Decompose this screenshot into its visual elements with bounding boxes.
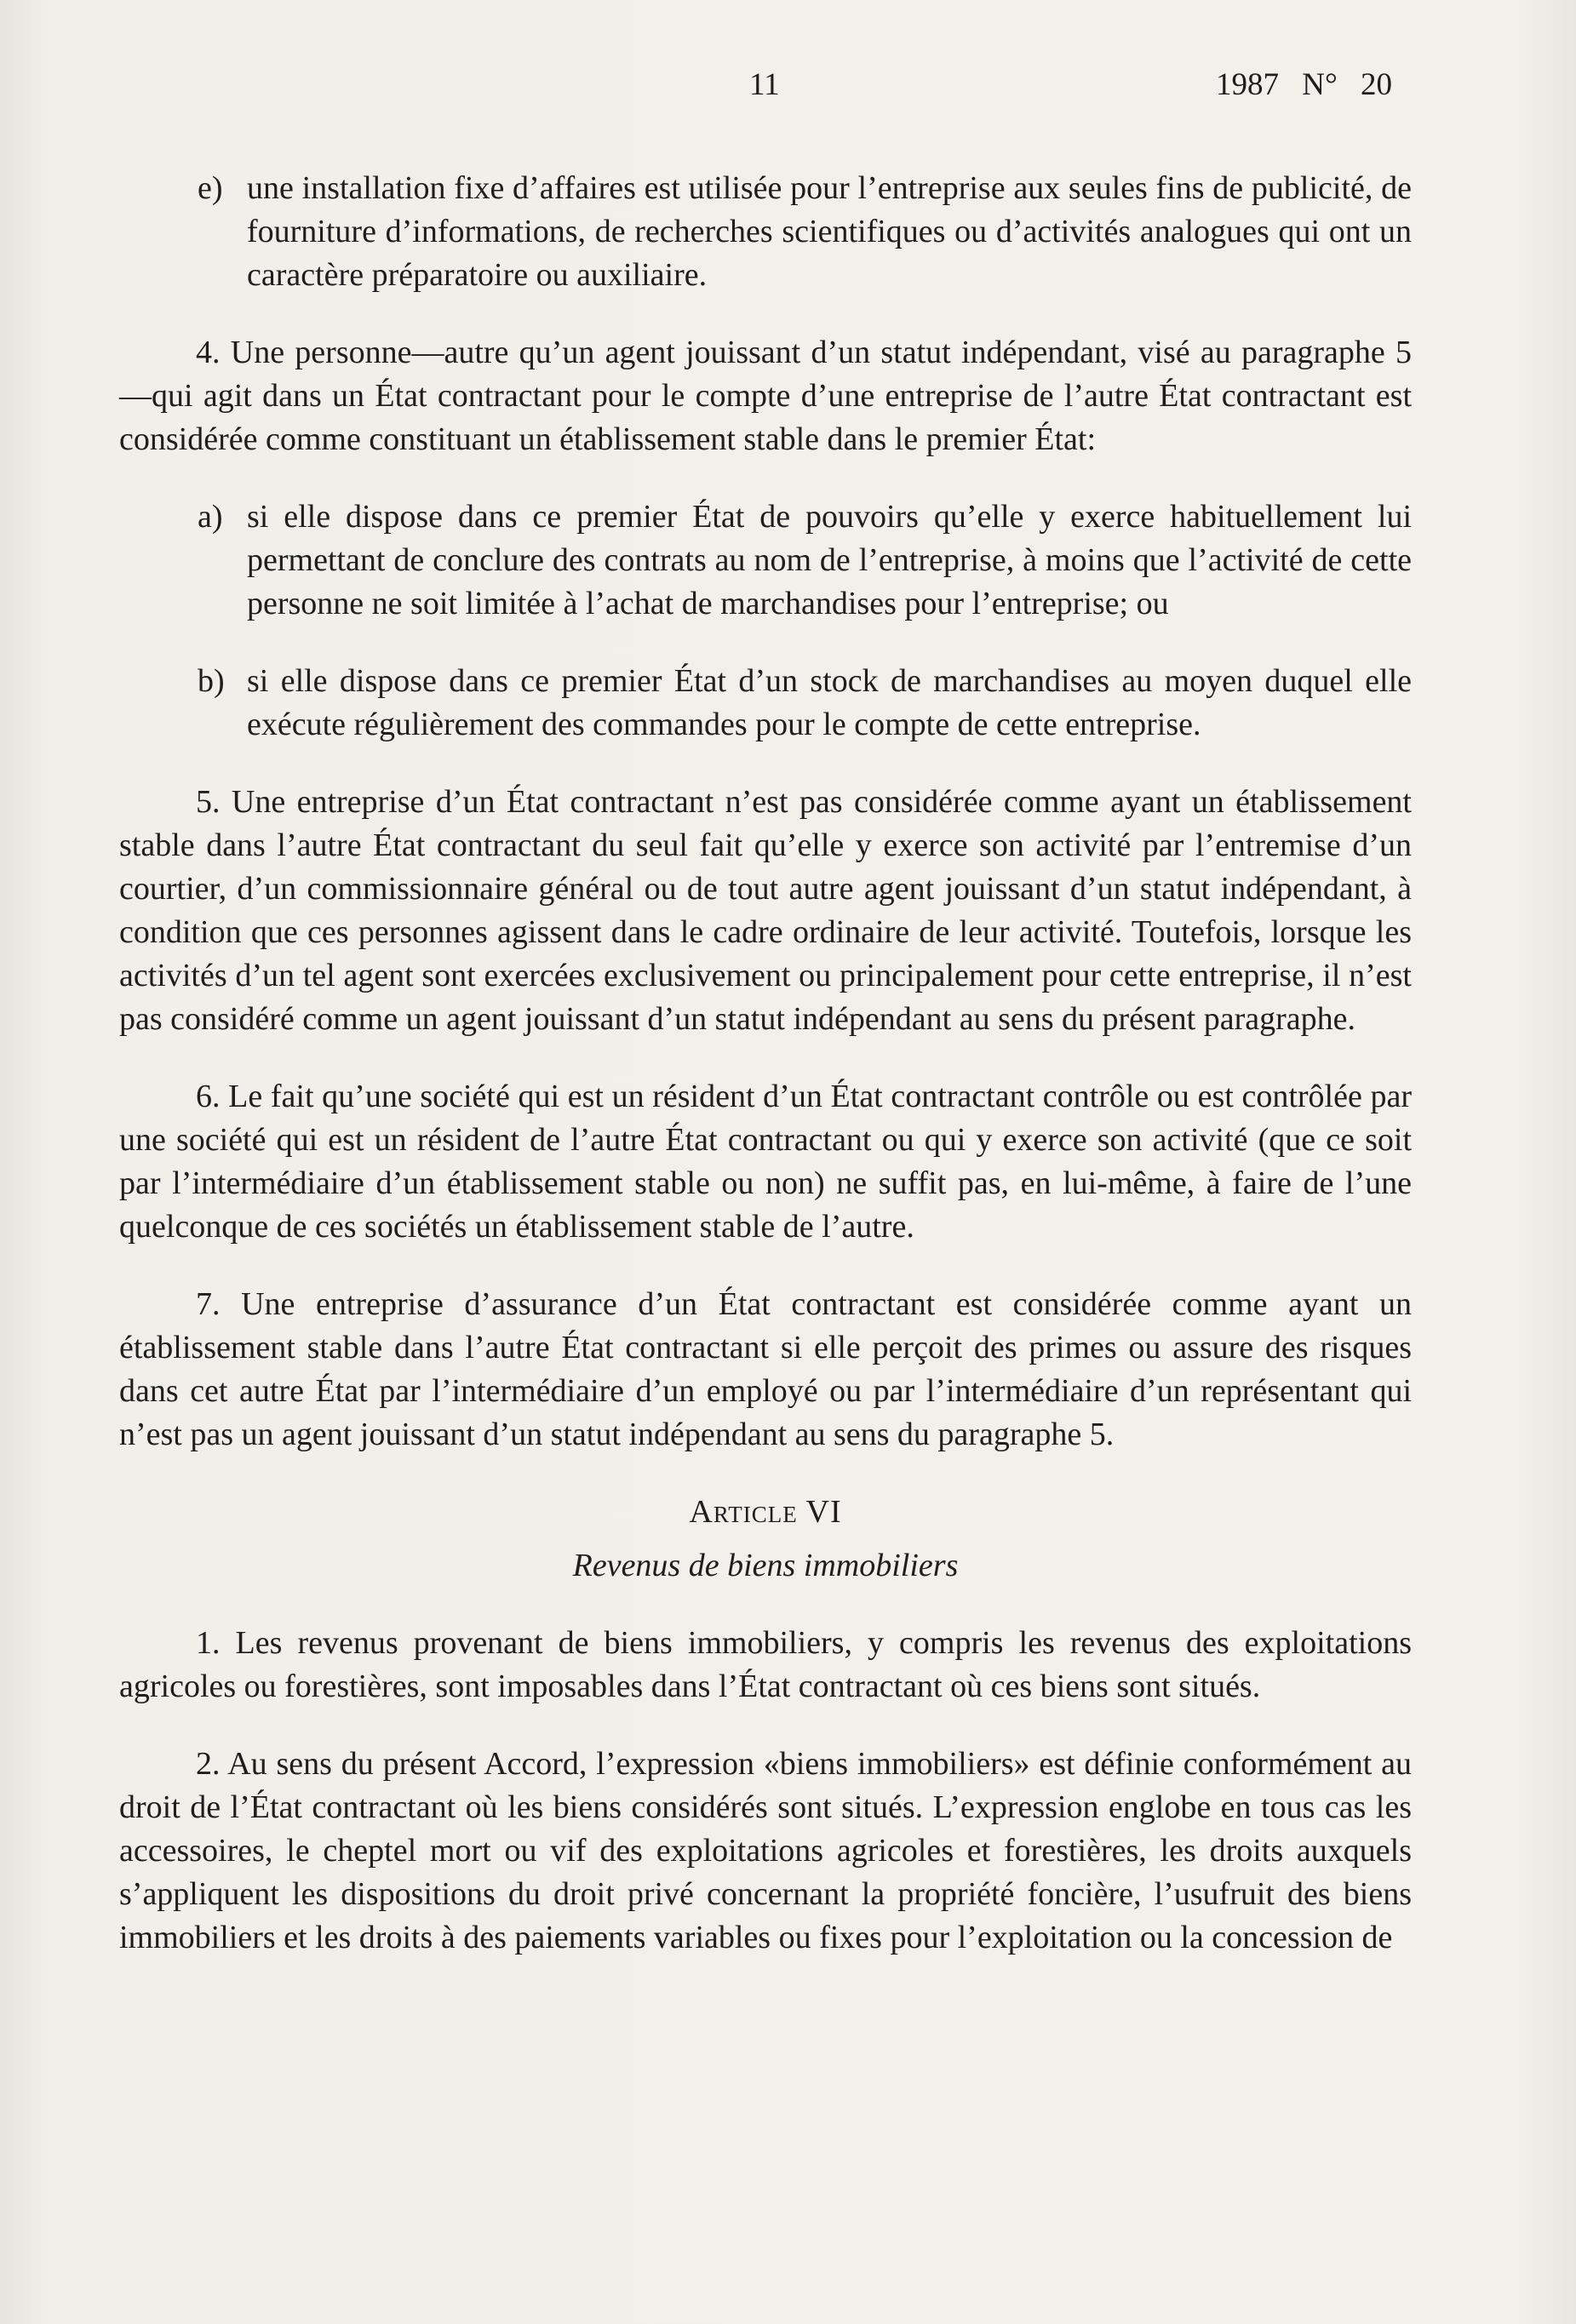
list-item-a (119, 495, 1412, 626)
paragraph-6: 6. Le fait qu’une société qui est un résident d’un État contractant contrôle ou est contrôlée par une société qui est un résident de l’autre État contractant ou qui y exerce son activité (que ce soit par l’intermédiaire d’un établissement stable ou non) ne suffit pas, en lui-même, à faire de l’une quelconque de ces sociétés un établissement stable de l’autre. (119, 1079, 1412, 1245)
article-subtitle: Revenus de biens immobiliers (572, 1548, 959, 1583)
gazette-year-number: 1987 N° 20 (1216, 67, 1393, 102)
item-letter: b) (198, 663, 225, 699)
list-item-b (119, 660, 1412, 747)
item-letter: e) (198, 170, 223, 206)
list-item-e (119, 167, 1412, 297)
paragraph-7: 7. Une entreprise d’assurance d’un État contractant est considérée comme ayant un établissement stable dans l’autre État contractant si elle perçoit des primes ou assure des risques dans cet autre État par l’intermédiaire d’un employé ou par l’intermédiaire d’un représentant qui n’est pas un agent jouissant d’un statut indépendant au sens du paragraphe 5. (119, 1286, 1412, 1452)
item-text: si elle dispose dans ce premier État d’un stock de marchandises au moyen duquel elle exécute régulièrement des commandes pour le compte de cette entreprise. (247, 663, 1412, 742)
paragraph-4: 4. Une personne—autre qu’un agent jouissant d’un statut indépendant, visé au paragraphe 5—qui agit dans un État contractant pour le compte d’une entreprise de l’autre État contractant est considérée comme constituant un établissement stable dans le premier État: (119, 335, 1412, 457)
page-number: 11 (749, 67, 780, 102)
article-6-paragraph-2: 2. Au sens du présent Accord, l’expression «biens immobiliers» est définie conformément au droit de l’État contractant où les biens considérés sont situés. L’expression englobe en tous cas les accessoires, le cheptel mort ou vif des exploitations agricoles et forestières, les droits auxquels s’appliquent les dispositions du droit privé concernant la propriété foncière, l’usufruit des biens immobiliers et les droits à des paiements variables ou fixes pour l’exploitation ou la concession de (119, 1746, 1412, 1955)
paragraph-5: 5. Une entreprise d’un État contractant n’est pas considérée comme ayant un établissement stable dans l’autre État contractant du seul fait qu’elle y exerce son activité par l’entremise d’un courtier, d’un commissionnaire général ou de tout autre agent jouissant d’un statut indépendant, à condition que ces personnes agissent dans le cadre ordinaire de leur activité. Toutefois, lorsque les activités d’un tel agent sont exercées exclusivement ou principalement pour cette entreprise, il n’est pas considéré comme un agent jouissant d’un statut indépendant au sens du présent paragraphe. (119, 784, 1412, 1037)
item-text: si elle dispose dans ce premier État de pouvoirs qu’elle y exerce habituellement lui permettant de conclure des contrats au nom de l’entreprise, à moins que l’activité de cette personne ne soit limitée à l’achat de marchandises pour l’entreprise; ou (247, 499, 1412, 621)
item-letter: a) (198, 499, 223, 535)
item-text: une installation fixe d’affaires est utilisée pour l’entreprise aux seules fins de publicité, de fourniture d’informations, de recherches scientifiques ou d’activités analogues qui ont un caractère préparatoire ou auxiliaire. (247, 170, 1412, 293)
article-heading-text: Article VI (689, 1494, 842, 1530)
document-body (119, 167, 1412, 1994)
article-heading (119, 1491, 1412, 1534)
page-header (0, 66, 1576, 109)
article-6-paragraph-1: 1. Les revenus provenant de biens immobiliers, y compris les revenus des exploitations agricoles ou forestières, sont imposables dans l’État contractant où ces biens sont situés. (119, 1625, 1412, 1704)
